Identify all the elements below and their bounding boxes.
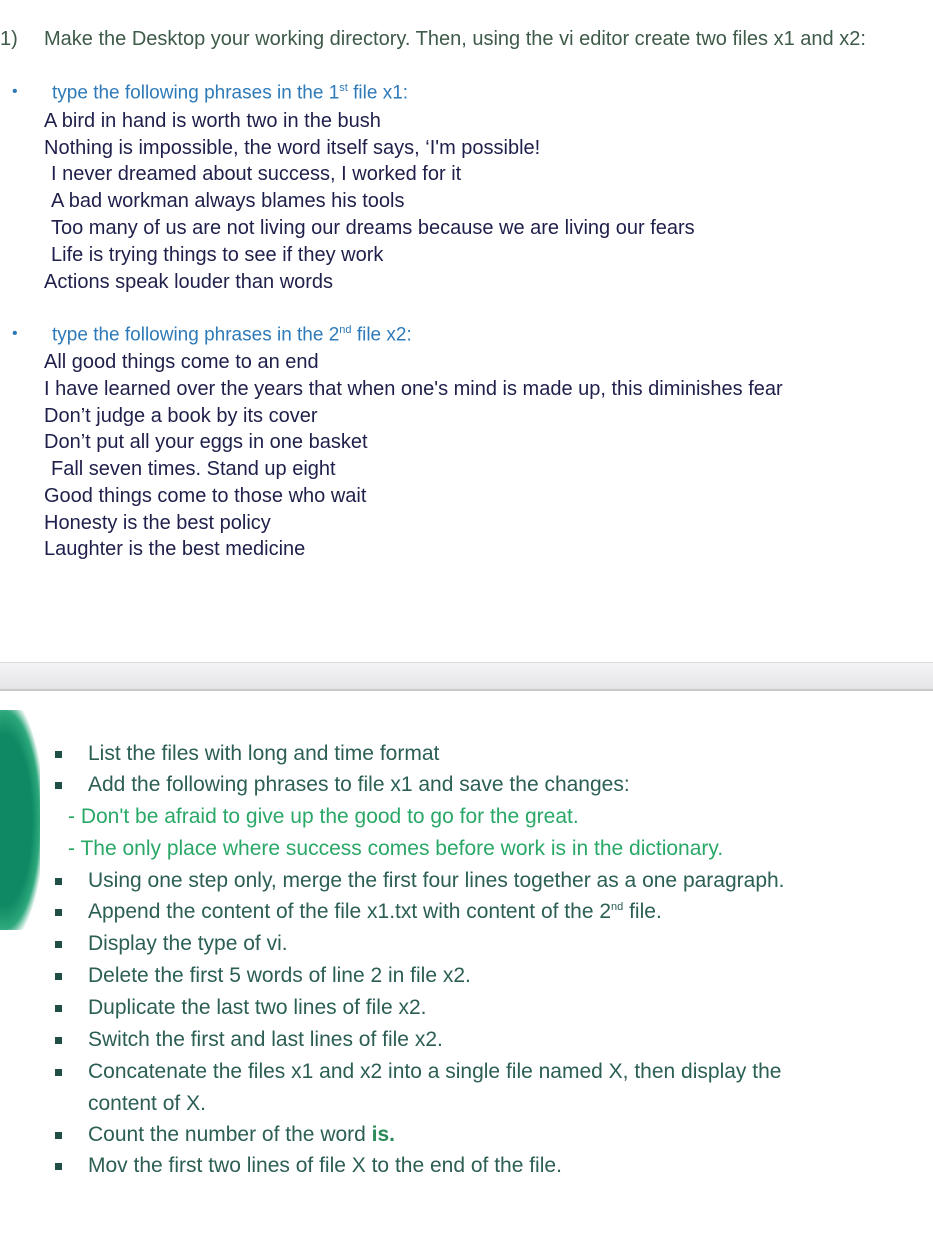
task-item: Add the following phrases to file x1 and save the changes: [88,773,630,796]
phrase: Life is trying things to see if they work [51,244,384,266]
text: type the following phrases in the 1 [52,82,340,104]
square-bullet-icon [55,941,62,948]
task-item: List the files with long and time format [88,742,440,765]
phrase: A bird in hand is worth two in the bush [44,110,381,132]
phrase: I have learned over the years that when one's mind is made up, this diminishes fear [44,378,783,400]
square-bullet-icon [55,909,62,916]
task-item: Duplicate the last two lines of file x2. [88,996,427,1019]
task-item: Mov the first two lines of file X to the end of the file. [88,1154,562,1177]
phrase: Don’t put all your eggs in one basket [44,431,368,453]
page-divider [0,662,933,691]
text: Append the content of the file x1.txt with content of the 2 [88,900,612,923]
text: type the following phrases in the 2 [52,324,340,346]
bold-word: is. [371,1123,396,1146]
task-item-continued: content of X. [88,1092,206,1115]
bullet-icon: • [12,325,18,342]
square-bullet-icon [55,1163,62,1170]
phrase: Good things come to those who wait [44,485,367,507]
bullet-icon: • [12,83,18,100]
superscript: nd [339,324,352,336]
phrase: Honesty is the best policy [44,512,271,534]
square-bullet-icon [55,1069,62,1076]
square-bullet-icon [55,1037,62,1044]
question-text: Make the Desktop your working directory. Then, using the vi editor create two files x1 and x2: [44,28,866,50]
text: file x2: [351,324,412,346]
phrase: I never dreamed about success, I worked for it [51,163,462,185]
file1-instruction [52,82,408,104]
phrase: Too many of us are not living our dreams because we are living our fears [51,217,695,239]
added-phrase: - The only place where success comes before work is in the dictionary. [68,837,724,860]
phrase: Laughter is the best medicine [44,538,306,560]
question-number: 1) [0,28,18,50]
superscript: st [339,82,348,94]
square-bullet-icon [55,973,62,980]
task-item [88,1123,395,1147]
task-item [88,900,662,924]
phrase: Actions speak louder than words [44,271,334,293]
square-bullet-icon [55,751,62,758]
phrase: Don’t judge a book by its cover [44,405,318,427]
task-item: Concatenate the files x1 and x2 into a single file named X, then display the [88,1060,782,1083]
text: Count the number of the word [88,1123,372,1146]
file2-instruction [52,324,412,346]
phrase: Fall seven times. Stand up eight [51,458,336,480]
square-bullet-icon [55,1132,62,1139]
square-bullet-icon [55,878,62,885]
added-phrase: - Don't be afraid to give up the good to go for the great. [68,805,579,828]
square-bullet-icon [55,1005,62,1012]
phrase: Nothing is impossible, the word itself says, ‘I'm possible! [44,137,541,159]
task-item: Display the type of vi. [88,932,288,955]
text: file. [623,900,662,923]
text: file x1: [347,82,409,104]
question-heading [0,28,866,51]
green-brush-decoration [0,710,40,930]
phrase: All good things come to an end [44,351,319,373]
square-bullet-icon [55,782,62,789]
task-item: Using one step only, merge the first four lines together as a one paragraph. [88,869,785,892]
superscript: nd [611,901,624,913]
phrase: A bad workman always blames his tools [51,190,405,212]
task-item: Delete the first 5 words of line 2 in file x2. [88,964,471,987]
task-item: Switch the first and last lines of file x2. [88,1028,443,1051]
